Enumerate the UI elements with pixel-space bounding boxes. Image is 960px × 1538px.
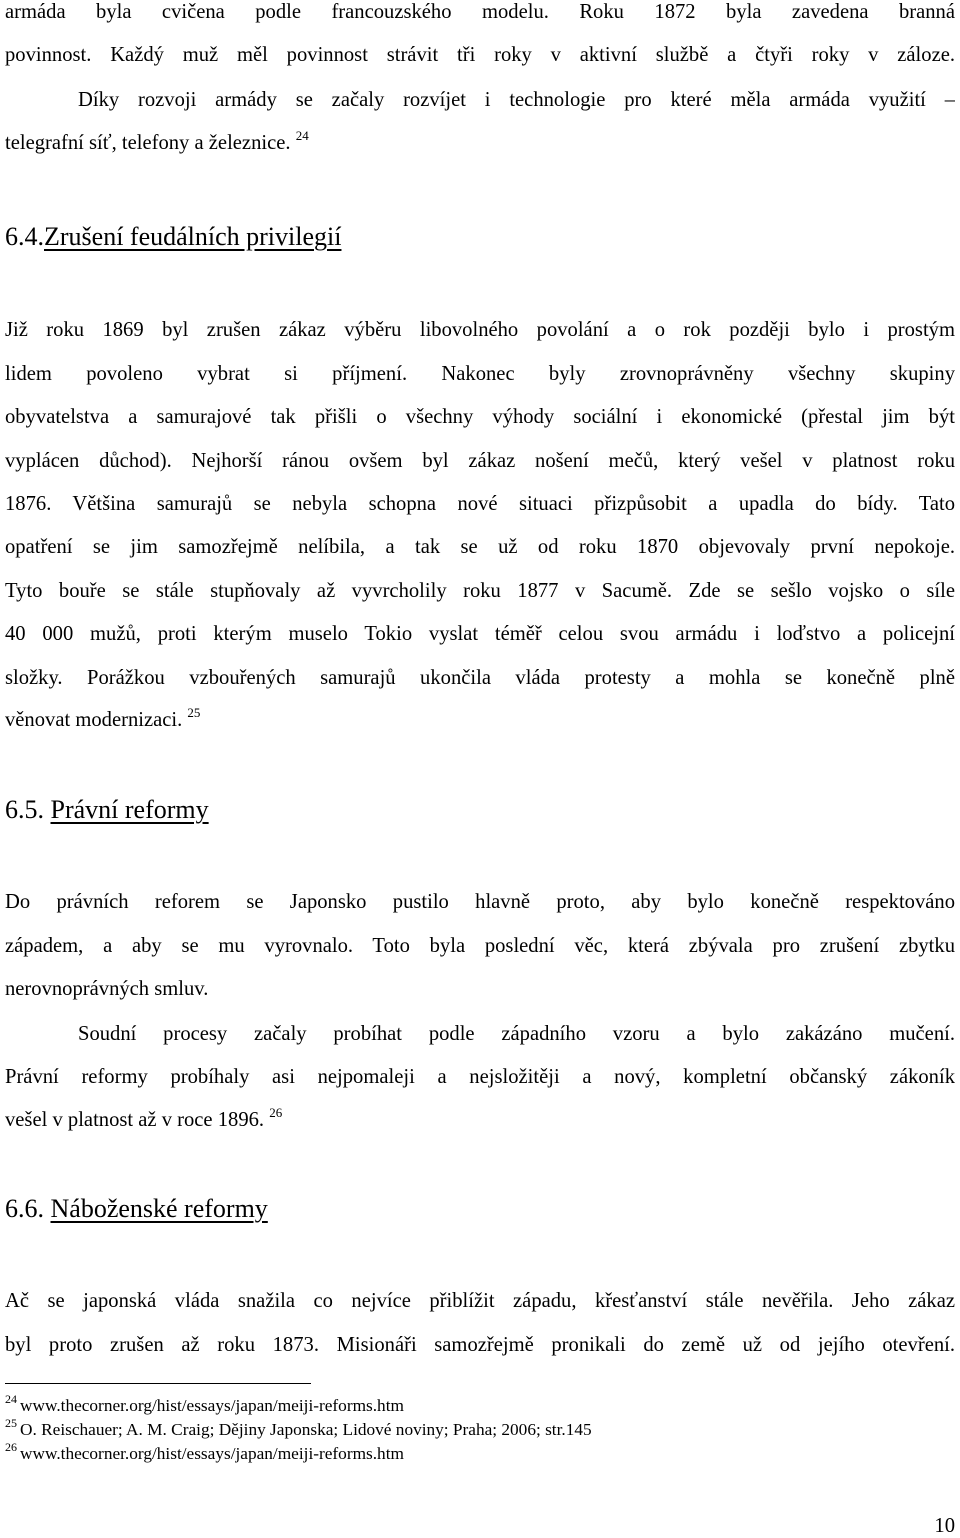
section-number: 6.4.	[5, 222, 44, 251]
body-text-line	[5, 1105, 955, 1132]
body-text-line: Ač se japonská vláda snažila co nejvíce přiblížit západu, křesťanství stále nevěřila. Jeho zákaz	[5, 1290, 955, 1312]
section-title: Zrušení feudálních privilegií	[44, 222, 342, 251]
body-text-line: Soudní procesy začaly probíhat podle západního vzoru a bylo zakázáno mučení.	[78, 1023, 955, 1045]
body-text-line: nerovnoprávných smluv.	[5, 978, 209, 1000]
section-heading-6-6	[5, 1194, 268, 1224]
body-text: telegrafní síť, telefony a železnice.	[5, 132, 291, 154]
section-heading-6-4	[5, 222, 341, 252]
body-text-line: opatření se jim samozřejmě nelíbila, a tak se už od roku 1870 objevovaly první nepokoje.	[5, 536, 955, 558]
body-text-line: vyplácen důchod). Nejhorší ránou ovšem byl zákaz nošení mečů, který vešel v platnost roku	[5, 450, 955, 472]
body-text-line: 40 000 mužů, proti kterým muselo Tokio vyslat téměř celou svou armádu i loďstvo a policejní	[5, 623, 955, 645]
footnote-number: 26	[5, 1440, 17, 1454]
footnote-number: 24	[5, 1392, 17, 1406]
body-text-line: západem, a aby se mu vyrovnalo. Toto byla poslední věc, která zbývala pro zrušení zbytku	[5, 935, 955, 957]
footnote-text: O. Reischauer; A. M. Craig; Dějiny Japonska; Lidové noviny; Praha; 2006; str.145	[20, 1420, 592, 1439]
footnote-number: 25	[5, 1416, 17, 1430]
body-text-line: Již roku 1869 byl zrušen zákaz výběru libovolného povolání a o rok později bylo i prostým	[5, 319, 955, 341]
body-text-line: armáda byla cvičena podle francouzského modelu. Roku 1872 byla zavedena branná	[5, 1, 955, 23]
section-number: 6.5.	[5, 795, 44, 824]
footnote-text: www.thecorner.org/hist/essays/japan/meiji-reforms.htm	[20, 1396, 404, 1415]
body-text-line: obyvatelstva a samurajové tak přišli o všechny výhody sociální i ekonomické (přestal jim být	[5, 406, 955, 428]
footnote-text: www.thecorner.org/hist/essays/japan/meiji-reforms.htm	[20, 1444, 404, 1463]
footnote-26	[5, 1440, 404, 1464]
section-title: Náboženské reformy	[50, 1194, 268, 1223]
section-number: 6.6.	[5, 1194, 44, 1223]
footnote-ref: 24	[295, 128, 309, 143]
footnote-divider	[5, 1383, 311, 1384]
body-text-line: složky. Porážkou vzbouřených samurajů ukončila vláda protesty a mohla se konečně plně	[5, 667, 955, 689]
page-number: 10	[934, 1515, 955, 1537]
body-text-line	[5, 128, 955, 155]
body-text-line: povinnost. Každý muž měl povinnost strávit tři roky v aktivní službě a čtyři roky v záloze.	[5, 44, 955, 66]
body-text: věnovat modernizaci.	[5, 709, 183, 731]
body-text-line: lidem povoleno vybrat si příjmení. Nakonec byly zrovnoprávněny všechny skupiny	[5, 363, 955, 385]
section-title: Právní reformy	[50, 795, 209, 824]
body-text: vešel v platnost až v roce 1896.	[5, 1109, 265, 1131]
body-text-line: Díky rozvoji armády se začaly rozvíjet i technologie pro které měla armáda využití –	[78, 89, 955, 111]
body-text-line: byl proto zrušen až roku 1873. Misionáři samozřejmě pronikali do země už od jejího otevření.	[5, 1334, 955, 1356]
body-text-line: Právní reformy probíhaly asi nejpomaleji a nejsložitěji a nový, kompletní občanský zákoník	[5, 1066, 955, 1088]
body-text-line: Do právních reforem se Japonsko pustilo hlavně proto, aby bylo konečně respektováno	[5, 891, 955, 913]
footnote-ref: 26	[269, 1105, 283, 1120]
body-text-line	[5, 705, 955, 732]
body-text-line: Tyto bouře se stále stupňovaly až vyvrcholily roku 1877 v Sacumě. Zde se sešlo vojsko o síle	[5, 580, 955, 602]
footnote-ref: 25	[187, 705, 201, 720]
section-heading-6-5	[5, 795, 209, 825]
body-text-line: 1876. Většina samurajů se nebyla schopna nové situaci přizpůsobit a upadla do bídy. Tato	[5, 493, 955, 515]
footnote-25	[5, 1416, 592, 1440]
footnote-24	[5, 1392, 404, 1416]
